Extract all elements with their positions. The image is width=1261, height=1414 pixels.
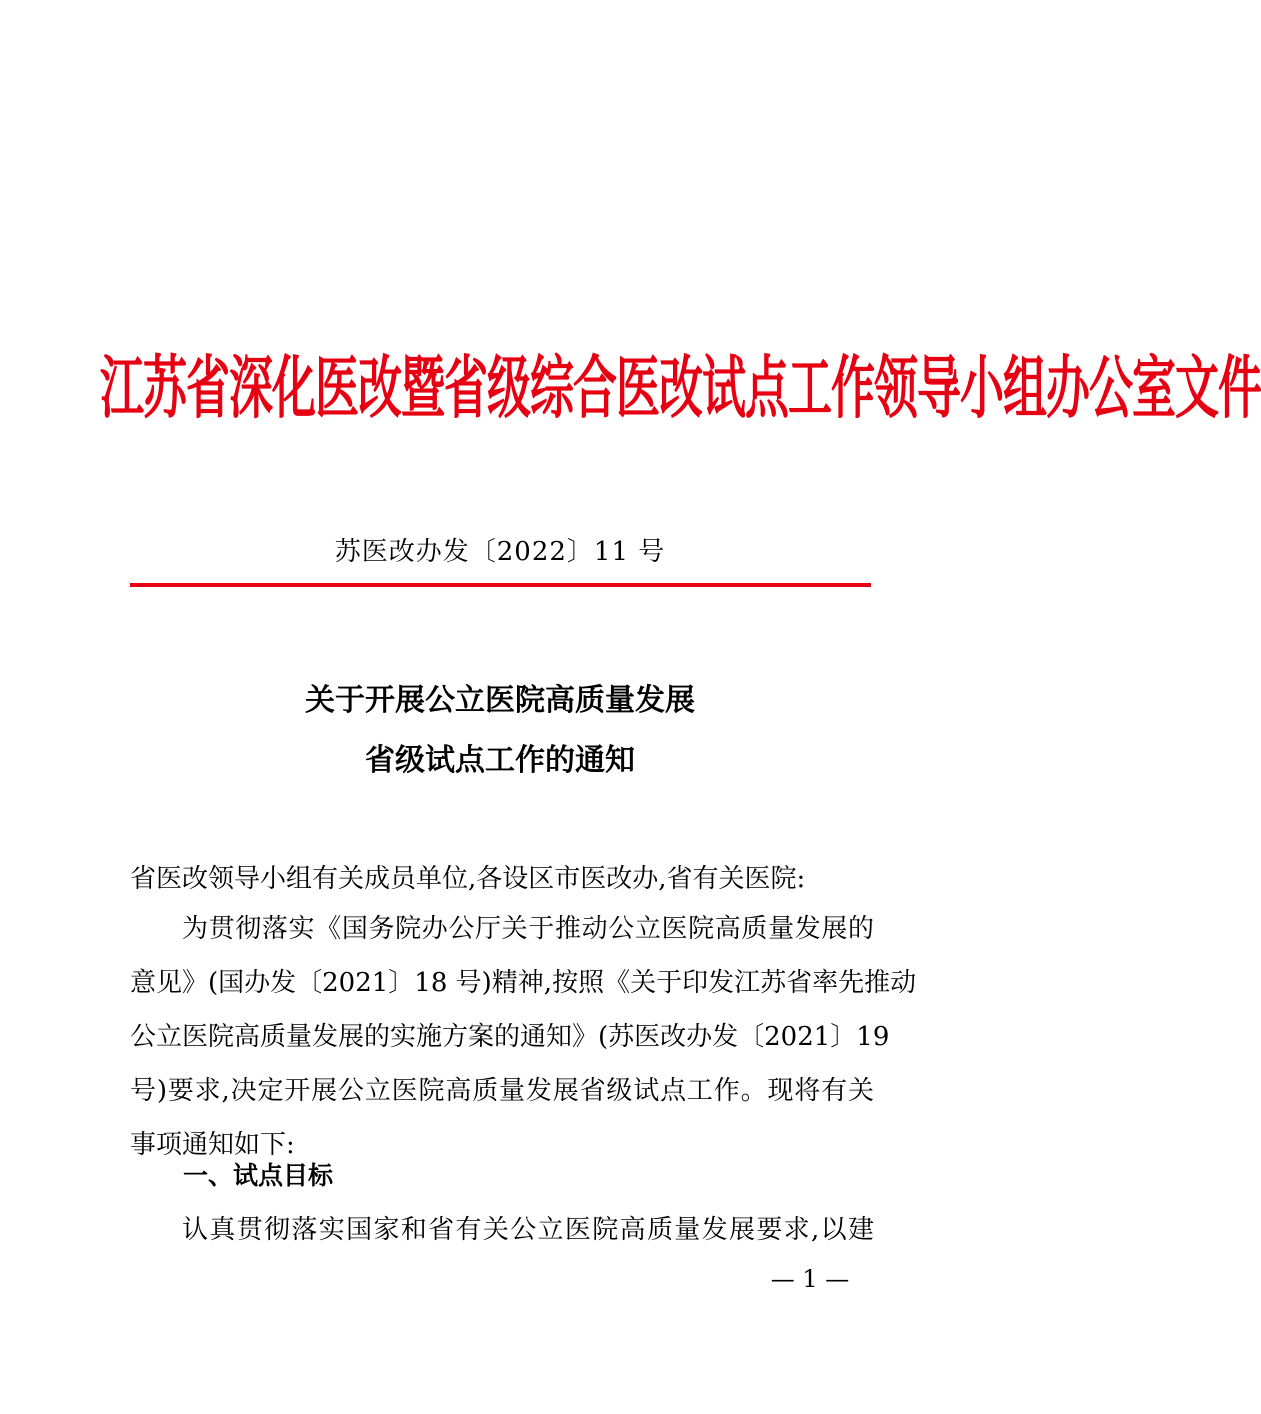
section-1-heading: 一、试点目标 xyxy=(183,1161,334,1190)
masthead-title: 江苏省深化医改暨省级综合医改试点工作领导小组办公室文件 xyxy=(100,349,1261,429)
paragraph-1-line: 意见》(国办发〔2021〕18 号)精神,按照《关于印发江苏省率先推动 xyxy=(130,968,917,998)
salutation xyxy=(130,852,874,906)
salutation-text: 省医改领导小组有关成员单位,各设区市医改办,省有关医院: xyxy=(130,864,806,894)
paragraph-1-line: 为贯彻落实《国务院办公厅关于推动公立医院高质量发展的 xyxy=(182,914,874,944)
paragraph-1 xyxy=(130,902,917,1172)
paragraph-1-line: 号)要求,决定开展公立医院高质量发展省级试点工作。现将有关 xyxy=(130,1076,874,1106)
paragraph-2-line: 认真贯彻落实国家和省有关公立医院高质量发展要求,以建 xyxy=(182,1215,874,1245)
paragraph-1-line: 公立医院高质量发展的实施方案的通知》(苏医改办发〔2021〕19 xyxy=(130,1022,890,1052)
paragraph-1-line: 事项通知如下: xyxy=(130,1130,295,1160)
notice-title-line-2: 省级试点工作的通知 xyxy=(365,743,635,778)
paragraph-2 xyxy=(130,1203,874,1257)
red-separator-line xyxy=(130,583,871,587)
document-number: 苏医改办发〔2022〕11 号 xyxy=(334,537,666,567)
page-number: — 1 — xyxy=(770,1265,850,1293)
notice-title-line-1: 关于开展公立医院高质量发展 xyxy=(305,683,695,718)
